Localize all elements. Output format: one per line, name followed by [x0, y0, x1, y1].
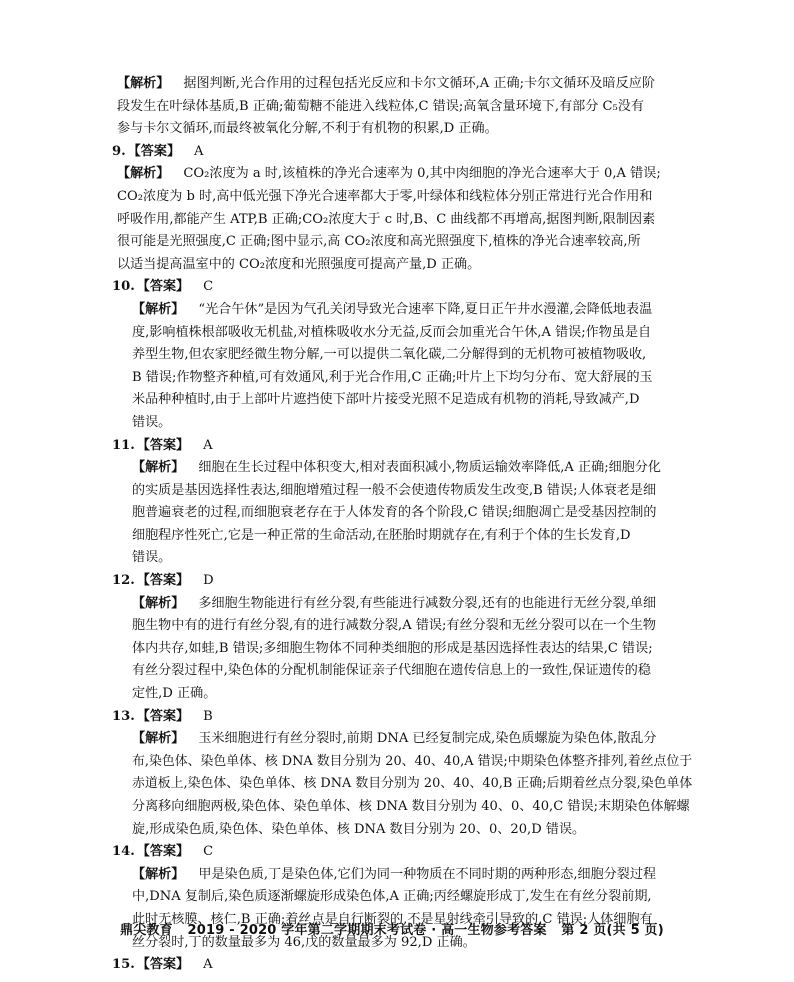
analysis-text: 据图判断,光合作用的过程包括光反应和卡尔文循环,A 正确;卡尔文循环及暗反应阶	[183, 76, 655, 91]
analysis-text: 细胞在生长过程中体积变大,相对表面积减小,物质运输效率降低,A 正确;细胞分化	[198, 460, 661, 476]
analysis-text: 错误。	[132, 414, 172, 430]
analysis-text: CO₂浓度为 a 时,该植株的净光合速率为 0,其中肉细胞的净光合速率大于 0,A 错误;	[183, 166, 661, 182]
answer-value: C	[203, 844, 214, 860]
analysis-label: 【解析】	[117, 166, 170, 182]
analysis-text: 分离移向细胞两极,染色体、染色单体、核 DNA 数目分别为 40、0、40,C 错误;末期染色体解螺	[132, 799, 690, 814]
analysis-text: 很可能是光照强度,C 正确;图中显示,高 CO₂浓度和高光照强度下,植株的净光合速率较高,所	[117, 234, 641, 250]
analysis-line	[112, 209, 692, 232]
analysis-first-line	[112, 163, 692, 186]
analysis-text: 有丝分裂过程中,染色体的分配机制能保证亲子代细胞在遗传信息上的一致性,保证遗传的稳	[132, 663, 651, 679]
analysis-text: 胞普遍衰老的过程,而细胞衰老存在于人体发育的各个阶段,C 错误;细胞凋亡是受基因控制的	[132, 505, 657, 521]
analysis-text: 布,染色体、染色单体、核 DNA 数目分别为 20、40、40,A 错误;中期染色体整齐排列,着丝点位于	[132, 753, 693, 769]
answer-value: C	[203, 279, 214, 295]
analysis-text: CO₂浓度为 b 时,高中低光强下净光合速率都大于零,叶绿体和线粒体分别正常进行光合作用和	[117, 188, 653, 204]
analysis-text: 多细胞生物能进行有丝分裂,有些能进行减数分裂,还有的也能进行无丝分裂,单细	[198, 595, 657, 611]
analysis-text: 以适当提高温室中的 CO₂浓度和光照强度可提高产量,D 正确。	[117, 256, 481, 272]
analysis-label: 【解析】	[132, 595, 185, 611]
analysis-line	[112, 683, 692, 706]
analysis-line	[112, 660, 692, 683]
analysis-label: 【解析】	[117, 76, 170, 91]
answer-label: 【答案】	[136, 279, 190, 295]
answer-label: 【答案】	[136, 437, 190, 453]
analysis-line	[112, 502, 692, 525]
answer-value: D	[203, 573, 214, 589]
analysis-line	[112, 96, 692, 119]
answer-document	[112, 73, 692, 977]
answer-label: 【答案】	[136, 844, 190, 860]
answer-label: 【答案】	[136, 957, 190, 973]
analysis-text: 细胞程序性死亡,它是一种正常的生命活动,在胚胎时期就存在,有利于个体的生长发育,D	[132, 527, 631, 543]
answer-value: A	[203, 437, 213, 453]
analysis-text: 此时无核膜、核仁,B 正确;着丝点是自行断裂的,不是星射线牵引导致的,C 错误;人体细胞有	[132, 911, 653, 927]
answer-label: 【答案】	[127, 143, 181, 159]
answer-line	[112, 435, 692, 458]
footer-page-number: 第 2 页(共 5 页)	[561, 923, 664, 938]
answer-line	[112, 570, 692, 593]
analysis-line	[112, 231, 692, 254]
analysis-line	[112, 118, 692, 141]
analysis-text: 中,DNA 复制后,染色质逐渐螺旋形成染色体,A 正确;丙经螺旋形成丁,发生在有丝分裂前期,	[132, 889, 652, 905]
answer-line	[112, 276, 692, 299]
answer-label: 【答案】	[136, 573, 190, 589]
analysis-line	[112, 389, 692, 412]
analysis-line	[112, 886, 692, 909]
analysis-first-line	[112, 593, 692, 616]
analysis-line	[112, 819, 692, 842]
analysis-line	[112, 480, 692, 503]
analysis-line	[112, 344, 692, 367]
answer-value: A	[203, 957, 213, 973]
answer-line	[112, 954, 692, 977]
analysis-text: 赤道板上,染色体、染色单体、核 DNA 数目分别为 20、40、40,B 正确;后期着丝点分裂,染色单体	[132, 776, 693, 792]
analysis-text: 参与卡尔文循环,而最终被氧化分解,不利于有机物的积累,D 正确。	[117, 121, 498, 137]
analysis-label: 【解析】	[132, 866, 185, 882]
analysis-text: 体内共存,如蛙,B 错误;多细胞生物体不同种类细胞的形成是基因选择性表达的结果,C 错误;	[132, 640, 653, 656]
analysis-first-line	[112, 728, 692, 751]
question-number: 12.	[112, 573, 135, 589]
answer-line	[112, 841, 692, 864]
analysis-line	[112, 412, 692, 435]
footer-org: 鼎尖教育	[120, 923, 173, 938]
analysis-label: 【解析】	[132, 460, 185, 476]
analysis-first-line	[112, 864, 692, 887]
analysis-line	[112, 547, 692, 570]
answer-value: B	[203, 708, 213, 724]
analysis-line	[112, 615, 692, 638]
analysis-line	[112, 751, 692, 774]
analysis-line	[112, 525, 692, 548]
analysis-line	[112, 254, 692, 277]
answer-value: A	[194, 143, 204, 159]
analysis-text: 胞生物中有的进行有丝分裂,有的进行减数分裂,A 错误;有丝分裂和无丝分裂可以在一个生物	[132, 618, 656, 634]
question-number: 11.	[112, 437, 135, 453]
analysis-line	[112, 322, 692, 345]
analysis-line	[112, 186, 692, 209]
answer-line	[112, 141, 692, 164]
analysis-label: 【解析】	[132, 731, 185, 747]
analysis-line	[112, 796, 692, 819]
analysis-first-line	[112, 299, 692, 322]
question-number: 14.	[112, 844, 135, 860]
analysis-text: 米品种种植时,由于上部叶片遮挡使下部叶片接受光照不足造成有机物的消耗,导致减产,D	[132, 392, 640, 408]
analysis-text: 的实质是基因选择性表达,细胞增殖过程一般不会使遗传物质发生改变,B 错误;人体衰老是细	[132, 482, 657, 498]
analysis-line	[112, 638, 692, 661]
analysis-text: 段发生在叶绿体基质,B 正确;葡萄糖不能进入线粒体,C 错误;高氧含量环境下,有部分 C₅没有	[117, 98, 644, 114]
analysis-label: 【解析】	[132, 301, 185, 317]
question-number: 10.	[112, 279, 135, 295]
answer-line	[112, 706, 692, 729]
analysis-text: 错误。	[132, 550, 172, 566]
analysis-text: B 错误;作物整齐种植,可有效通风,利于光合作用,C 正确;叶片上下均匀分布、宽大舒展的玉	[132, 369, 653, 385]
answer-label: 【答案】	[136, 708, 190, 724]
analysis-first-line	[112, 457, 692, 480]
analysis-text: 度,影响植株根部吸收无机盐,对植株吸收水分无益,反而会加重光合午休,A 错误;作物虽是自	[132, 324, 652, 340]
analysis-text: 丝分裂时,丁的数量最多为 46,戊的数量最多为 92,D 正确。	[132, 934, 476, 950]
question-number: 13.	[112, 708, 135, 724]
question-number: 15.	[112, 957, 135, 973]
page-footer	[120, 919, 680, 938]
analysis-text: 定性,D 正确。	[132, 686, 217, 702]
analysis-line	[112, 773, 692, 796]
footer-exam-title: 2019 - 2020 学年第二学期期末考试卷 · 高一生物参考答案	[187, 923, 547, 938]
analysis-first-line	[112, 73, 692, 96]
analysis-text: 呼吸作用,都能产生 ATP,B 正确;CO₂浓度大于 c 时,B、C 曲线都不再增高,据图判断,限制因素	[117, 211, 656, 227]
analysis-text: 养型生物,但农家肥经微生物分解,一可以提供二氧化碳,二分解得到的无机物可被植物吸收,	[132, 347, 647, 363]
analysis-text: 旋,形成染色质,染色体、染色单体、核 DNA 数目分别为 20、0、20,D 错误。	[132, 821, 586, 837]
analysis-text: “光合午休”是因为气孔关闭导致光合速率下降,夏日正午井水漫灌,会降低地表温	[198, 301, 653, 317]
question-number: 9.	[112, 143, 126, 159]
analysis-text: 玉米细胞进行有丝分裂时,前期 DNA 已经复制完成,染色质螺旋为染色体,散乱分	[198, 731, 657, 747]
analysis-line	[112, 367, 692, 390]
analysis-text: 甲是染色质,丁是染色体,它们为同一种物质在不同时期的两种形态,细胞分裂过程	[198, 866, 657, 882]
